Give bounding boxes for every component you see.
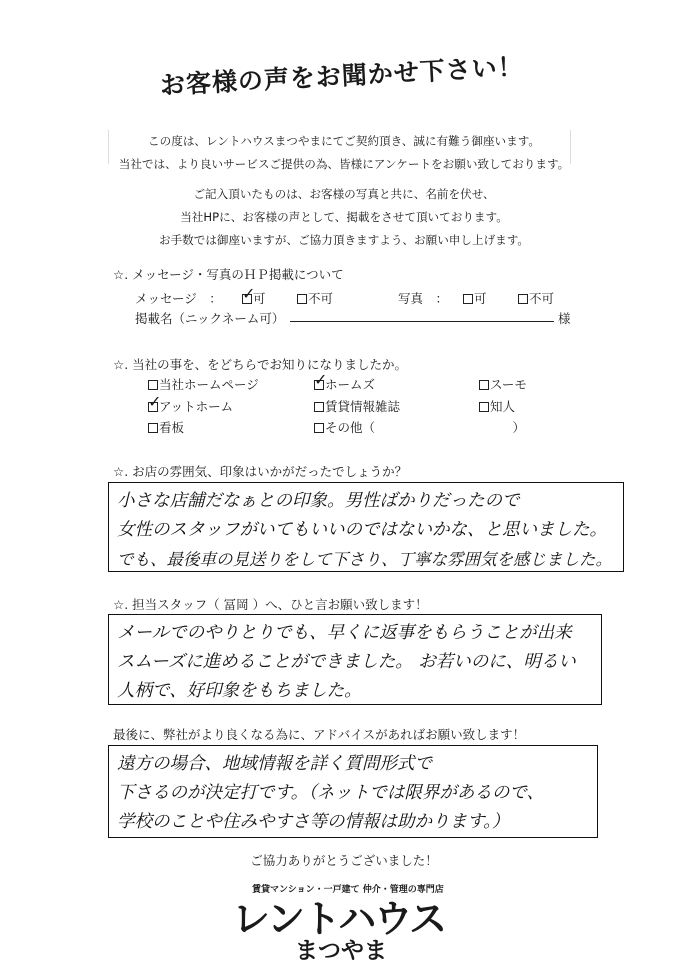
message-yes-option[interactable]: ✓ 可 [242, 284, 266, 306]
source-option-other[interactable]: その他（ ） [314, 418, 525, 436]
checkbox[interactable] [479, 380, 489, 390]
source-option-magazine[interactable]: 賃貸情報雑誌 [314, 397, 400, 415]
section2-heading: ☆. 当社の事を、をどちらでお知りになりましたか。 [113, 357, 408, 372]
photo-yes-checkbox[interactable] [463, 294, 473, 304]
source-option-homes[interactable]: ✓ ホームズ [314, 370, 376, 392]
section1-heading: ☆. メッセージ・写真のＨＰ掲載について [113, 267, 344, 282]
logo-tagline: 賃貸マンション・一戸建て 仲介・管理の専門店 [252, 885, 444, 895]
photo-yes-option[interactable]: 可 [463, 289, 487, 307]
photo-label: 写真 ： [398, 291, 449, 306]
message-no-checkbox[interactable] [297, 294, 307, 304]
checkbox[interactable] [314, 423, 324, 433]
answer-line: 人柄で、好印象をもちました。 [117, 681, 362, 701]
checkbox[interactable] [148, 423, 158, 433]
company-logo-subtitle: まつやま [295, 938, 387, 964]
answer-line: でも、最後車の見送りをして下さり、丁寧な雰囲気を感じました。 [117, 550, 612, 569]
source-option-acquaintance[interactable]: 知人 [479, 397, 515, 415]
staff-comment-box[interactable] [108, 614, 602, 705]
intro-line: 当社では、より良いサービスご提供の為、皆様にアンケートをお願い致しております。 [118, 157, 570, 171]
check-mark-icon: ✓ [242, 284, 256, 303]
message-no-option[interactable]: 不可 [297, 289, 333, 307]
answer-line: 女性のスタッフがいてもいいのではないかな、と思いました。 [117, 520, 607, 540]
company-logo: レントハウス [232, 897, 446, 941]
nickname-label: 掲載名（ニックネーム可） [135, 311, 285, 326]
advice-answer-box[interactable] [108, 745, 598, 838]
photo-no-option[interactable]: 不可 [518, 289, 554, 307]
checkbox[interactable] [314, 402, 324, 412]
answer-line: メールでのやりとりでも、早くに返事をもらうことが出来 [117, 623, 572, 643]
checkbox[interactable] [148, 392, 162, 412]
checkbox[interactable] [479, 402, 489, 412]
section5-heading: 最後に、弊社がより良くなる為に、アドバイスがあればお願い致します！ [113, 727, 526, 742]
answer-line: 下さるのが決定打です。（ネットでは限界があるので、 [117, 783, 544, 803]
source-option-homepage[interactable]: 当社ホームページ [148, 375, 259, 393]
check-mark-icon: ✓ [148, 392, 162, 411]
impression-answer-box[interactable] [108, 482, 624, 572]
intro-line: この度は、レントハウスまつやまにてご契約頂き、誠に有難う御座います。 [148, 134, 540, 148]
nickname-field[interactable] [290, 320, 554, 322]
thanks-message: ご協力ありがとうございました！ [250, 853, 438, 868]
intro-line: ご記入頂いたものは、お客様の写真と共に、名前を伏せ、 [193, 187, 495, 201]
message-yes-checkbox[interactable] [242, 284, 256, 304]
page-title: お客様の声をお聞かせ下さい！ [159, 51, 525, 100]
section4-heading: ☆. 担当スタッフ（ 冨岡 ）へ、ひと言お願い致します！ [113, 597, 428, 612]
source-option-signboard[interactable]: 看板 [148, 418, 184, 436]
answer-line: 小さな店舗だなぁとの印象。男性ばかりだったので [117, 491, 520, 511]
message-label: メッセージ ： [135, 291, 222, 306]
source-option-suumo[interactable]: スーモ [479, 375, 527, 393]
source-option-athome[interactable]: ✓ アットホーム [148, 392, 234, 414]
answer-line: スムーズに進めることができました。 お若いのに、明るい [117, 652, 576, 672]
answer-line: 遠方の場合、地域情報を詳く質問形式で [117, 754, 432, 774]
checkbox[interactable] [314, 370, 328, 390]
intro-line: お手数では御座いますが、ご協力頂きますよう、お願い申し上げます。 [158, 233, 530, 247]
photo-no-checkbox[interactable] [518, 294, 528, 304]
intro-line: 当社HPに、お客様の声として、掲載をさせて頂いております。 [180, 210, 508, 224]
checkbox[interactable] [148, 380, 158, 390]
answer-line: 学校のことや住みやすさ等の情報は助かります。） [117, 812, 510, 832]
check-mark-icon: ✓ [314, 370, 328, 389]
honorific: 様 [558, 311, 571, 326]
section3-heading: ☆. お店の雰囲気、印象はいかがだったでしょうか？ [113, 464, 408, 479]
